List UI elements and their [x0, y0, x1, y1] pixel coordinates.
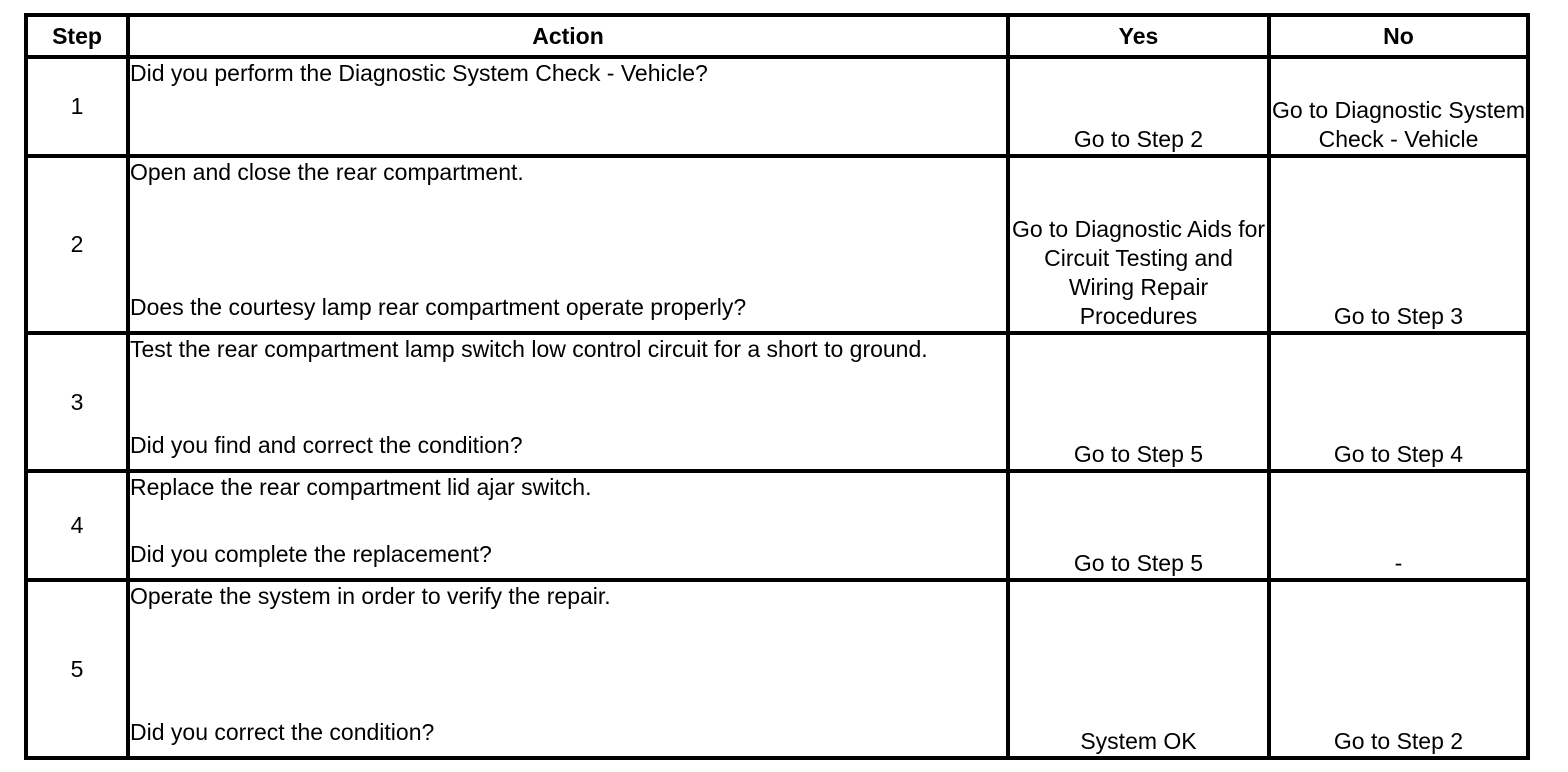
table-row: [26, 471, 1528, 580]
table-row: [26, 57, 1528, 156]
action-cell: [128, 580, 1008, 758]
table-row: [26, 156, 1528, 333]
no-result: Go to Step 3: [1269, 156, 1528, 333]
action-instruction: Open and close the rear compartment.: [130, 159, 524, 185]
step-number: 5: [26, 580, 128, 758]
yes-result: System OK: [1008, 580, 1269, 758]
header-yes: Yes: [1008, 15, 1269, 57]
no-result: Go to Step 4: [1269, 333, 1528, 471]
action-instruction: Test the rear compartment lamp switch low control circuit for a short to ground.: [130, 336, 928, 362]
step-number: 1: [26, 57, 128, 156]
header-row: [26, 15, 1528, 57]
diagnostic-table: [24, 13, 1530, 760]
yes-result: Go to Step 5: [1008, 333, 1269, 471]
header-action: Action: [128, 15, 1008, 57]
yes-result: Go to Step 2: [1008, 57, 1269, 156]
action-instruction: Operate the system in order to verify the repair.: [130, 583, 611, 609]
action-question: Did you complete the replacement?: [130, 541, 492, 567]
action-cell: [128, 471, 1008, 580]
action-question: Did you correct the condition?: [130, 719, 435, 745]
header-no: No: [1269, 15, 1528, 57]
table-row: [26, 333, 1528, 471]
no-result: -: [1269, 471, 1528, 580]
no-result: Go to Step 2: [1269, 580, 1528, 758]
no-result: Go to Diagnostic System Check - Vehicle: [1269, 57, 1528, 156]
header-step: Step: [26, 15, 128, 57]
action-instruction: Replace the rear compartment lid ajar switch.: [130, 474, 592, 500]
step-number: 2: [26, 156, 128, 333]
yes-result: Go to Diagnostic Aids for Circuit Testing and Wiring Repair Procedures: [1008, 156, 1269, 333]
action-instruction: Did you perform the Diagnostic System Check - Vehicle?: [130, 60, 708, 86]
action-question: Did you find and correct the condition?: [130, 432, 523, 458]
step-number: 4: [26, 471, 128, 580]
action-cell: [128, 333, 1008, 471]
step-number: 3: [26, 333, 128, 471]
table-row: [26, 580, 1528, 758]
action-cell: [128, 57, 1008, 156]
action-question: Does the courtesy lamp rear compartment operate properly?: [130, 294, 747, 320]
yes-result: Go to Step 5: [1008, 471, 1269, 580]
action-cell: [128, 156, 1008, 333]
